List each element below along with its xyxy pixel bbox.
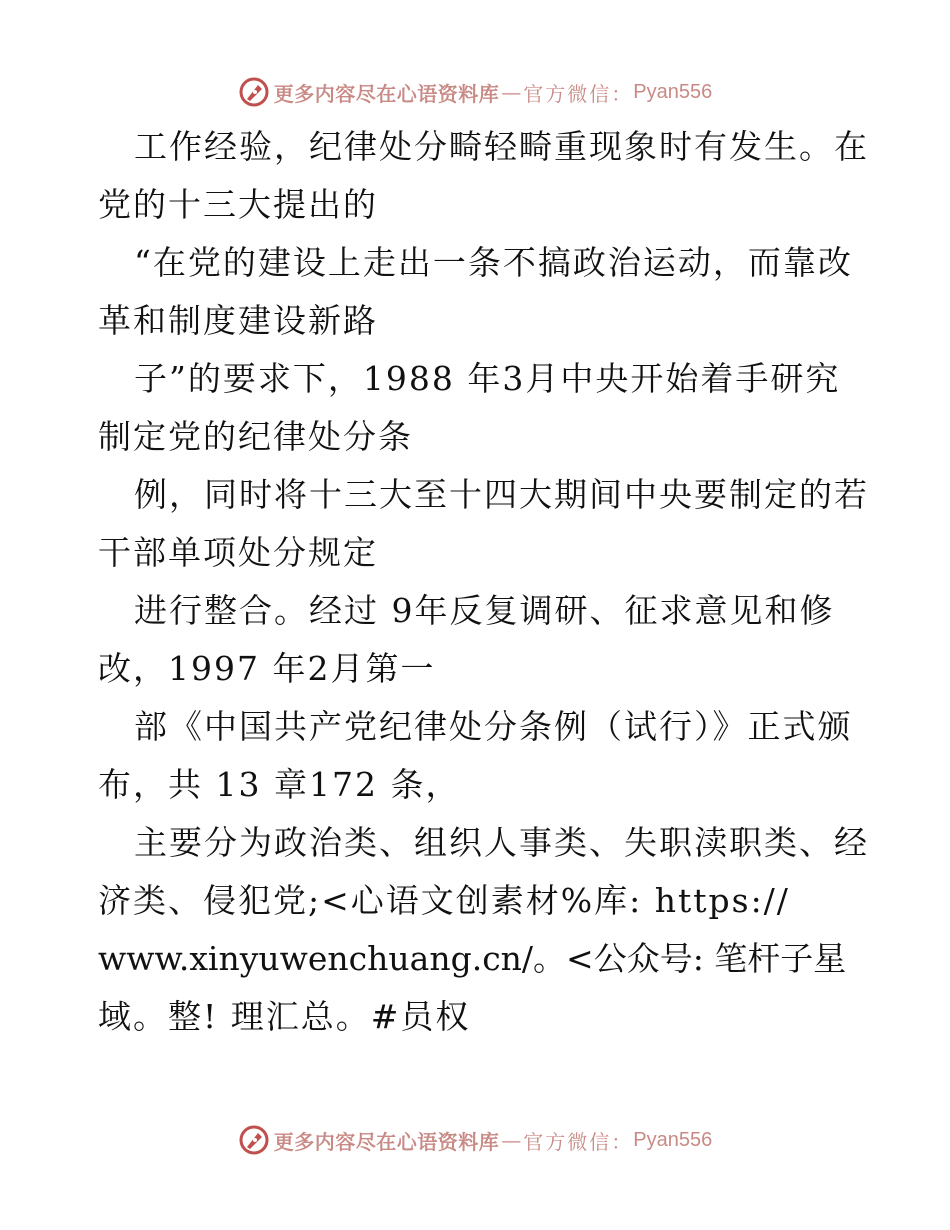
- body-line: 进行整合。经过 9年反复调研、征求意见和修: [134, 591, 835, 630]
- body-line: 例，同时将十三大至十四大期间中央要制定的若: [134, 475, 869, 514]
- body-line: 布，共 13 章172 条，: [98, 765, 461, 804]
- banner-wechat-label: 官方微信：: [523, 1129, 634, 1154]
- body-line: www.xinyuwenchuang.cn/。<公众号: 笔杆子星: [98, 939, 847, 978]
- body-line: 改，1997 年2月第一: [98, 649, 436, 688]
- banner-separator: —: [501, 80, 522, 104]
- banner-wechat-label: 官方微信：: [523, 81, 634, 106]
- body-line: 主要分为政治类、组织人事类、失职渎职类、经: [134, 823, 869, 862]
- body-line: 党的十三大提出的: [98, 185, 378, 224]
- body-line: “在党的建设上走出一条不搞政治运动，而靠改: [134, 243, 853, 282]
- body-line: 革和制度建设新路: [98, 301, 378, 340]
- body-line: 干部单项处分规定: [98, 533, 378, 572]
- footer-watermark-banner: [0, 1120, 950, 1160]
- body-line: 部《中国共产党纪律处分条例（试行）》正式颁: [134, 707, 853, 746]
- pen-nib-logo-icon: [238, 1124, 270, 1156]
- banner-brand-text: 更多内容尽在心语资料库: [273, 1129, 500, 1154]
- document-body: [98, 118, 869, 1046]
- body-line: 子”的要求下，1988 年3月中央开始着手研究: [134, 359, 841, 398]
- banner-wechat-id: Pyan556: [633, 1128, 713, 1151]
- pen-nib-logo-icon: [238, 76, 270, 108]
- body-line: 工作经验，纪律处分畸轻畸重现象时有发生。在: [134, 127, 869, 166]
- banner-separator: —: [501, 1128, 522, 1152]
- banner-brand-text: 更多内容尽在心语资料库: [273, 81, 500, 106]
- body-line: 域。整! 理汇总。#员权: [98, 997, 471, 1036]
- body-line: 制定党的纪律处分条: [98, 417, 413, 456]
- header-watermark-banner: [0, 72, 950, 112]
- banner-wechat-id: Pyan556: [633, 80, 713, 103]
- body-line: 济类、侵犯党;<心语文创素材%库: https://: [98, 881, 790, 920]
